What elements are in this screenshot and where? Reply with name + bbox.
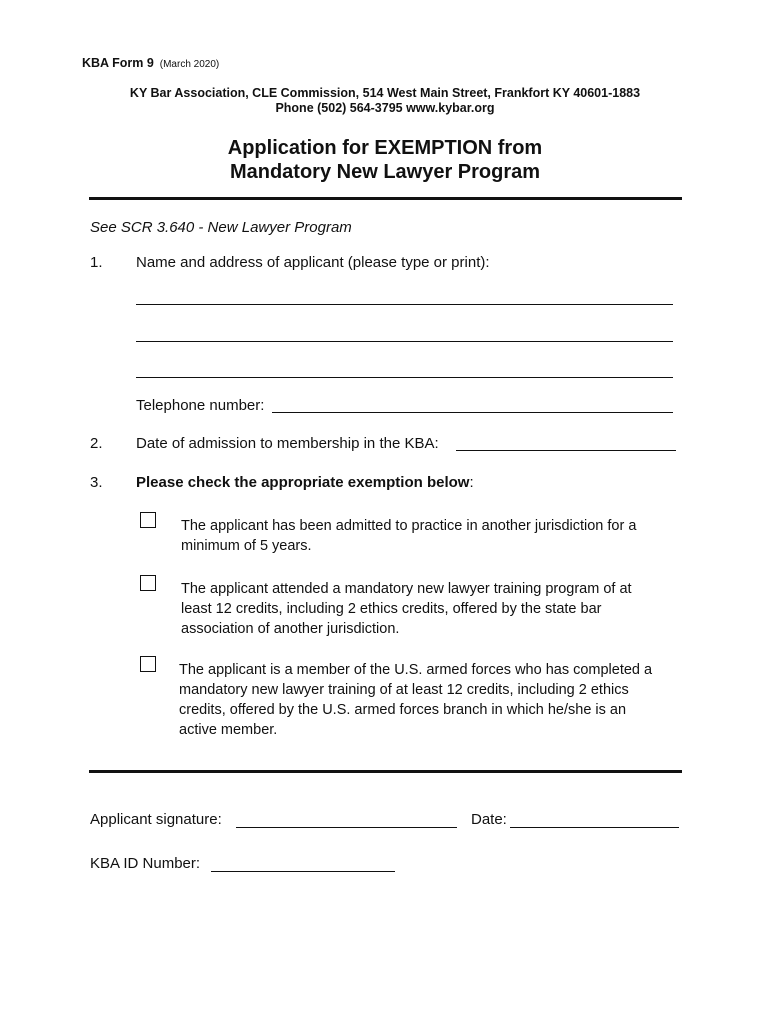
- exemption-1-line-2: minimum of 5 years.: [181, 538, 312, 554]
- exemption-2-line-2: least 12 credits, including 2 ethics credits, offered by the state bar: [181, 601, 602, 617]
- exemption-2-line-1: The applicant attended a mandatory new lawyer training program of at: [181, 581, 632, 597]
- organization-address: KY Bar Association, CLE Commission, 514 West Main Street, Frankfort KY 40601-1883: [129, 86, 641, 100]
- exemption-1-line-1: The applicant has been admitted to practice in another jurisdiction for a: [181, 518, 637, 534]
- signature-label: Applicant signature:: [90, 811, 222, 828]
- exemption-3-checkbox[interactable]: [140, 656, 156, 672]
- item-2-label: Date of admission to membership in the KBA:: [136, 435, 439, 452]
- name-address-field-1[interactable]: [136, 304, 673, 305]
- bottom-divider: [89, 770, 682, 773]
- form-date: (March 2020): [159, 59, 220, 70]
- exemption-3-line-2: mandatory new lawyer training of at least 12 credits, including 2 ethics: [179, 682, 629, 698]
- item-3-number: 3.: [90, 474, 103, 491]
- organization-contact: Phone (502) 564-3795 www.kybar.org: [275, 101, 495, 115]
- document-title-line-1: Application for EXEMPTION from: [227, 137, 543, 159]
- exemption-1-checkbox[interactable]: [140, 512, 156, 528]
- kba-id-field[interactable]: [211, 871, 395, 872]
- exemption-2-text: [181, 579, 681, 639]
- exemption-1-text: [181, 516, 681, 556]
- name-address-field-3[interactable]: [136, 377, 673, 378]
- item-1-number: 1.: [90, 254, 103, 271]
- telephone-field[interactable]: [272, 412, 673, 413]
- exemption-3-line-3: credits, offered by the U.S. armed forces branch in which he/she is an: [179, 702, 627, 718]
- name-address-field-2[interactable]: [136, 341, 673, 342]
- kba-id-label: KBA ID Number:: [90, 855, 201, 872]
- exemption-2-checkbox[interactable]: [140, 575, 156, 591]
- exemption-3-line-1: The applicant is a member of the U.S. armed forces who has completed a: [179, 662, 653, 678]
- telephone-label: Telephone number:: [136, 397, 265, 414]
- document-title-line-2: Mandatory New Lawyer Program: [229, 161, 541, 183]
- top-divider: [89, 197, 682, 200]
- item-3-label: [136, 474, 474, 491]
- date-label: Date:: [471, 811, 507, 828]
- item-1-label: Name and address of applicant (please type or print):: [136, 254, 490, 271]
- form-number: KBA Form 9: [82, 56, 154, 70]
- exemption-3-text: [179, 660, 689, 740]
- signature-date-field[interactable]: [510, 827, 679, 828]
- exemption-2-line-3: association of another jurisdiction.: [181, 621, 400, 637]
- item-2-number: 2.: [90, 435, 103, 452]
- rule-reference: See SCR 3.640 - New Lawyer Program: [90, 219, 352, 236]
- item-3-label-colon: :: [469, 474, 474, 491]
- exemption-3-line-4: active member.: [179, 722, 278, 738]
- item-3-label-text: Please check the appropriate exemption below: [136, 474, 470, 491]
- signature-field[interactable]: [236, 827, 457, 828]
- admission-date-field[interactable]: [456, 450, 676, 451]
- form-id: [82, 56, 219, 70]
